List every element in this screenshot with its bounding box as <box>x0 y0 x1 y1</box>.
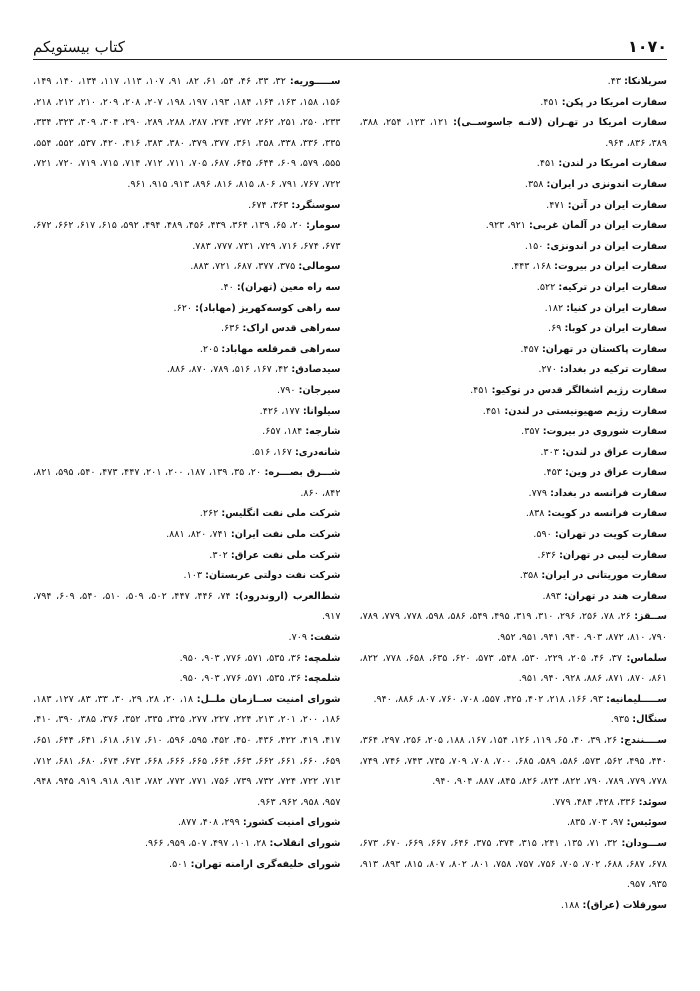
index-columns <box>33 72 667 971</box>
index-entry <box>360 360 667 381</box>
page-references: ۳۶۳، ۶۷۴. <box>248 199 289 211</box>
index-term: سفارت امریکا در تهـران (لانـه جاسوســی): <box>453 117 667 129</box>
page-references: ۳۵۸. <box>524 178 544 190</box>
page-references: ۴۵۱. <box>482 405 502 417</box>
index-entry <box>360 587 667 608</box>
index-term: سورقلات (عراق): <box>582 899 667 911</box>
page-references: ۴۵۱. <box>470 384 489 396</box>
index-term: سفارت فرانسه در بغداد: <box>550 487 667 499</box>
index-term: سیدصادق: <box>291 364 341 376</box>
index-entry <box>360 649 667 690</box>
page-references: ۱۸۲. <box>544 302 564 314</box>
index-term: ســـــوریه: <box>289 76 341 87</box>
index-term: سفارت ایران در اندونزی: <box>546 240 667 252</box>
index-term: سومالی: <box>298 261 341 273</box>
index-entry <box>360 381 667 402</box>
index-entry <box>33 587 340 628</box>
index-term: سفارت ایران در آلمان غربی: <box>528 220 667 232</box>
page-references: ۶۲۰. <box>173 302 193 314</box>
index-term: سفارت فرانسه در کویت: <box>547 508 667 520</box>
index-term: شلمچه: <box>304 652 341 664</box>
index-entry <box>360 566 667 587</box>
page-references: ۵۲۲. <box>536 281 556 293</box>
index-term: سفارت شوروی در بیروت: <box>542 426 667 438</box>
page-references: ۱۰۳. <box>183 570 203 582</box>
page-references: ۹۷، ۷۰۳، ۸۳۵. <box>566 817 624 829</box>
index-term: شانه‌دری: <box>294 446 341 458</box>
index-entry <box>33 72 340 196</box>
page-references: ۳۷۵، ۳۷۷، ۶۸۷، ۷۲۱، ۸۸۳. <box>190 261 296 273</box>
index-entry <box>33 422 340 443</box>
page-references: ۵۰۱. <box>169 858 188 870</box>
index-entry <box>33 402 340 423</box>
page-references: ۴۵۱. <box>536 158 556 170</box>
page-references: ۵۹۰. <box>533 529 552 541</box>
index-entry <box>360 896 667 917</box>
index-entry <box>360 710 667 731</box>
index-entry <box>33 690 340 814</box>
index-term: سریلانکا: <box>624 76 667 87</box>
index-term: سه‌راهی قدس اراک: <box>242 323 341 335</box>
index-entry <box>360 504 667 525</box>
page-references: ۹۲۱، ۹۲۳. <box>485 220 526 232</box>
page-references: ۴۵۳. <box>543 467 562 479</box>
index-term: سفارت رژیم صهیونیستی در لندن: <box>504 405 667 417</box>
index-term: سفارت ترکیه در بغداد: <box>559 364 667 376</box>
index-entry <box>33 669 340 690</box>
index-column-left <box>33 72 340 971</box>
page-references: ۴۵۷. <box>520 343 539 355</box>
index-entry <box>360 463 667 484</box>
index-entry <box>33 834 340 855</box>
index-term: سفارت امریکا در پکن: <box>561 96 667 108</box>
page-references: ۲۰۵. <box>199 343 219 355</box>
page-references: ۲۸، ۱۰۱، ۴۹۷، ۵۰۷، ۹۵۹، ۹۶۶. <box>144 837 267 849</box>
index-term: شرکت نفت دولتی عربستان: <box>205 570 341 582</box>
page-references: ۳۵۷. <box>521 426 540 438</box>
index-term: سفارت اندونزی در ایران: <box>546 178 667 190</box>
index-entry <box>33 319 340 340</box>
index-term: سفارت لیبی در تهران: <box>559 549 667 561</box>
page-references: ۷۴۱، ۸۲۰، ۸۸۱. <box>166 529 228 541</box>
index-term: شرکت ملی نفت ایران: <box>230 529 341 541</box>
index-term: سفارت موریتانی در ایران: <box>541 570 667 582</box>
index-term: سلماس: <box>626 652 667 664</box>
index-entry <box>33 649 340 670</box>
index-entry <box>33 360 340 381</box>
index-term: ســقز: <box>634 611 667 623</box>
index-term: شارجه: <box>305 426 341 438</box>
index-entry <box>33 381 340 402</box>
page-number: ۱۰۷۰ <box>627 37 667 56</box>
index-entry <box>360 299 667 320</box>
index-term: سفارت امریکا در لندن: <box>558 158 667 170</box>
index-term: سنگال: <box>632 714 667 726</box>
index-term: سیرجان: <box>298 384 341 396</box>
index-entry <box>360 196 667 217</box>
index-entry <box>360 237 667 258</box>
index-term: سفارت ایران در کوبا: <box>564 323 667 335</box>
index-entry <box>360 690 667 711</box>
index-entry <box>33 813 340 834</box>
page-references: ۳۳۶، ۴۲۸، ۴۸۴، ۷۷۹. <box>552 796 636 808</box>
index-term: سفارت ایران در ترکیه: <box>558 281 667 293</box>
index-entry <box>360 154 667 175</box>
index-entry <box>33 525 340 546</box>
book-title: کتاب بیستویکم <box>33 38 125 56</box>
index-entry <box>360 443 667 464</box>
page-references: ۷۰۹. <box>288 632 308 644</box>
page-references: ۳۲، ۳۳، ۴۶، ۵۴، ۶۱، ۸۲، ۹۱، ۱۰۷، ۱۱۳، ۱۱۷، ۱۳۴، ۱۴۰، ۱۴۹، ۱۵۶، ۱۵۸، ۱۶۳، ۱۶۴، ۱۸۴، ۱۹۳، ۱۹۷، ۱۹۸، ۲۰۷، ۲۰۸، ۲۰۹، ۲۱۰، ۲۱۲، ۲۱۸، ۲۳۳، ۲۵۰، ۲۵۱، ۲۶۲، ۲۷۲، ۲۷۴، ۲۸۷، ۲۸۸، ۲۸۹، ۲۹۰، ۳۰۴، ۳۰۹، ۳۲۳، ۳۳۴، ۳۳۵، ۳۳۶، ۳۳۸، ۳۵۸، ۳۶۱، ۳۷۷، ۳۷۹، ۳۸۰، ۳۸۳، ۴۱۶، ۴۲۰، ۵۳۷، ۵۵۲، ۵۵۴، ۵۵۵، ۵۷۹، ۶۰۹، ۶۴۴، ۶۴۵، ۶۸۷، ۷۰۵، ۷۱۱، ۷۱۲، ۷۱۴، ۷۱۵، ۷۱۹، ۷۲۰، ۷۲۱، ۷۲۲، ۷۶۷، ۷۹۱، ۸۰۶، ۸۱۵، ۸۱۶، ۸۹۶، ۹۱۳، ۹۱۵، ۹۶۱. <box>33 76 341 190</box>
index-term: سفارت ایران در بیروت: <box>554 261 667 273</box>
index-term: سفارت کویت در تهران: <box>554 529 667 541</box>
page-references: ۴۷۱. <box>546 199 565 211</box>
page-references: ۲۹۹، ۴۰۸، ۸۷۷. <box>177 817 240 829</box>
index-entry <box>360 484 667 505</box>
index-term: شط‌العرب (اروندرود): <box>235 590 341 602</box>
index-term: سفارت پاکستان در تهران: <box>541 343 667 355</box>
page-references: ۱۶۷، ۵۱۶. <box>251 446 292 458</box>
index-term: ســــنندج: <box>620 735 667 746</box>
index-term: شـــرق بصـــره: <box>264 467 341 479</box>
page-references: ۶۹. <box>548 323 562 335</box>
page-references: ۲۰، ۳۵، ۱۳۹، ۱۸۷، ۲۰۰، ۲۰۱، ۴۴۷، ۴۷۳، ۵۴۰، ۵۹۵، ۸۲۱، ۸۴۲، ۸۶۰. <box>33 467 341 499</box>
page-references: ۸۹۳. <box>542 590 562 602</box>
index-term: سفارت عراق در لندن: <box>561 446 667 458</box>
index-entry <box>33 299 340 320</box>
index-entry <box>33 257 340 278</box>
index-term: ســـــلیمانیه: <box>606 693 667 705</box>
page-header <box>33 30 667 60</box>
page-references: ۶۳۶. <box>537 549 556 561</box>
page-references: ۹۳، ۱۶۶، ۲۱۸، ۴۰۲، ۴۲۵، ۵۵۷، ۷۰۸، ۷۶۰، ۸۰۷، ۸۸۶، ۹۴۰. <box>373 693 604 705</box>
index-term: سفارت ایران در آتن: <box>567 199 667 211</box>
page-references: ۲۶، ۳۹، ۴۰، ۶۵، ۱۱۹، ۱۲۶، ۱۵۴، ۱۶۷، ۱۸۸، ۲۰۵، ۲۵۶، ۲۹۷، ۳۶۴، ۴۴۰، ۴۹۵، ۵۶۲، ۵۷۳، ۵۸۶، ۵۸۹، ۶۸۵، ۷۰۰، ۷۰۸، ۷۰۹، ۷۳۵، ۷۴۳، ۷۴۶، ۷۴۹، ۷۷۸، ۷۷۹، ۷۸۹، ۷۹۰، ۸۲۲، ۸۲۴، ۸۲۶، ۸۴۵، ۸۸۷، ۹۰۴، ۹۴۰. <box>359 735 667 788</box>
page-references: ۷۷۹. <box>528 487 548 499</box>
index-term: سیلوانا: <box>302 405 341 417</box>
page-references: ۷۹۰. <box>277 384 296 396</box>
index-entry <box>360 793 667 814</box>
index-term: شرکت ملی نفت انگلیس: <box>221 508 341 520</box>
page-references: ۱۸، ۲۰، ۲۸، ۲۹، ۳۰، ۳۳، ۸۳، ۱۲۷، ۱۸۳، ۱۸۶، ۲۰۰، ۲۰۱، ۲۱۳، ۲۲۴، ۲۲۷، ۲۷۷، ۳۲۵، ۳۳۵، ۳۵۲، ۳۷۶، ۳۸۵، ۳۹۰، ۴۱۰، ۴۱۷، ۴۱۹، ۴۲۲، ۴۳۶، ۴۵۰، ۴۵۲، ۵۹۵، ۵۹۶، ۶۱۰، ۶۱۷، ۶۱۸، ۶۴۱، ۶۴۴، ۶۵۱، ۶۵۹، ۶۶۰، ۶۶۱، ۶۶۲، ۶۶۳، ۶۶۴، ۶۶۵، ۶۶۶، ۶۶۸، ۶۷۳، ۶۷۴، ۶۸۰، ۶۸۱، ۷۱۲، ۷۱۳، ۷۲۲، ۷۲۴، ۷۳۲، ۷۳۹، ۷۵۶، ۷۷۱، ۷۷۲، ۷۸۲، ۹۱۳، ۹۱۸، ۹۱۹، ۹۴۵، ۹۴۸، ۹۵۷، ۹۵۸، ۹۶۲، ۹۶۳. <box>33 693 341 808</box>
page-references: ۱۸۴، ۶۵۷. <box>262 426 303 438</box>
index-entry <box>360 93 667 114</box>
index-entry <box>360 72 667 93</box>
index-entry <box>33 504 340 525</box>
index-entry <box>33 216 340 257</box>
page-references: ۴۵۱. <box>540 96 559 108</box>
index-entry <box>360 813 667 834</box>
index-entry <box>360 731 667 793</box>
index-term: سوئیس: <box>626 817 667 829</box>
page-references: ۲۷۰. <box>538 364 557 376</box>
page-references: ۹۳۵. <box>610 714 630 726</box>
page-references: ۲۶۲. <box>199 508 219 520</box>
index-entry <box>33 340 340 361</box>
index-entry <box>360 422 667 443</box>
page-references: ۷۴، ۴۴۶، ۴۴۷، ۵۰۲، ۵۰۹، ۵۱۰، ۵۴۰، ۶۰۹، ۷۹۴، ۹۱۷. <box>33 590 341 623</box>
index-term: سوئد: <box>638 796 667 808</box>
index-entry <box>360 546 667 567</box>
index-term: شلمچه: <box>304 673 341 685</box>
index-term: ســـودان: <box>621 837 667 849</box>
index-entry <box>360 278 667 299</box>
page-references: ۳۶، ۵۳۵، ۵۷۱، ۷۷۶، ۹۰۳، ۹۵۰. <box>179 652 302 664</box>
index-term: سومار: <box>306 220 341 232</box>
index-entry <box>360 257 667 278</box>
page-references: ۴۳. <box>607 76 622 87</box>
index-term: شورای امنیت کشور: <box>242 817 341 829</box>
index-term: سوسنگرد: <box>291 199 341 211</box>
index-entry <box>360 525 667 546</box>
page-references: ۳۵۸. <box>519 570 539 582</box>
page-references: ۲۶، ۷۸، ۲۵۶، ۲۹۶، ۳۱۰، ۳۱۹، ۴۹۵، ۵۴۹، ۵۸۶، ۵۹۸، ۷۷۸، ۷۷۹، ۷۸۹، ۷۹۰، ۸۱۰، ۸۷۲، ۹۰۳، ۹۴۰، ۹۴۱، ۹۵۱، ۹۵۲. <box>359 611 667 644</box>
index-entry <box>360 607 667 648</box>
index-entry <box>360 834 667 896</box>
index-term: سفارت ایران در کنیا: <box>566 302 667 314</box>
index-entry <box>33 278 340 299</box>
page-references: ۴۰. <box>220 281 234 293</box>
page-references: ۳۷، ۴۶، ۲۰۵، ۲۲۹، ۵۳۰، ۵۴۸، ۵۷۳، ۶۲۰، ۶۳۵، ۶۵۸، ۷۷۸، ۸۲۲، ۸۶۱، ۸۷۰، ۸۷۱، ۸۸۶، ۹۲۸، ۹۴۰، ۹۵۱. <box>359 652 667 685</box>
index-term: شفت: <box>310 632 341 644</box>
index-term: سه راه معین (تهران): <box>236 281 341 293</box>
page-references: ۱۲۱، ۱۲۳، ۲۵۴، ۳۸۸، ۳۸۹، ۸۳۶، ۹۶۴. <box>359 117 667 149</box>
page-references: ۱۶۸، ۴۴۳. <box>510 261 552 273</box>
page-references: ۴۲، ۱۶۷، ۵۱۶، ۷۸۹، ۸۷۰، ۸۸۶. <box>166 364 289 376</box>
index-term: شورای انقلاب: <box>269 837 341 849</box>
page-references: ۱۸۸. <box>560 899 580 911</box>
page-references: ۱۵۰. <box>524 240 544 252</box>
page-references: ۳۲، ۷۱، ۱۳۵، ۲۴۱، ۳۱۵، ۳۷۴، ۳۷۵، ۶۴۶، ۶۶۷، ۶۶۹، ۶۷۰، ۶۷۳، ۶۷۸، ۶۸۷، ۶۸۸، ۷۰۲، ۷۰۵، ۷۵۶، ۷۵۷، ۷۵۸، ۸۰۱، ۸۰۲، ۸۰۷، ۸۱۵، ۸۹۳، ۹۱۳، ۹۳۵، ۹۵۷. <box>359 837 667 891</box>
index-entry <box>33 196 340 217</box>
index-entry <box>33 463 340 504</box>
index-term: شورای امنیت ســازمان ملــل: <box>196 693 341 705</box>
page-references: ۶۳۶. <box>220 323 240 335</box>
index-term: سفارت عراق در وین: <box>565 467 667 479</box>
page-references: ۳۰۲. <box>209 549 228 561</box>
index-entry <box>33 855 340 876</box>
index-entry <box>360 216 667 237</box>
index-term: سفارت رژیم اشغالگر قدس در توکیو: <box>491 384 667 396</box>
page-references: ۲۰، ۶۵، ۱۳۹، ۳۶۴، ۴۳۹، ۴۵۶، ۴۸۹، ۴۹۴، ۵۹۲، ۶۱۵، ۶۱۷، ۶۶۲، ۶۷۲، ۶۷۳، ۶۷۴، ۷۱۶، ۷۲۹، ۷۳۱، ۷۷۷، ۷۸۳. <box>33 220 341 252</box>
index-term: شرکت ملی نفت عراق: <box>230 549 341 561</box>
page-references: ۳۶، ۵۳۵، ۵۷۱، ۷۷۶، ۹۰۳، ۹۵۰. <box>179 673 302 685</box>
index-term: سفارت هند در تهران: <box>564 590 667 602</box>
index-entry <box>360 340 667 361</box>
page-references: ۳۰۳. <box>540 446 559 458</box>
index-entry <box>360 402 667 423</box>
index-term: سه راهی کوسه‌کهریز (مهاباد): <box>195 302 341 314</box>
index-entry <box>360 113 667 154</box>
index-entry <box>360 175 667 196</box>
index-term: شورای خلیفه‌گری ارامنه تهران: <box>190 858 341 870</box>
index-entry <box>33 628 340 649</box>
index-term: سه‌راهی قمرقلعه مهاباد: <box>221 343 341 355</box>
index-entry <box>360 319 667 340</box>
index-entry <box>33 443 340 464</box>
page-references: ۱۷۷، ۴۲۶. <box>259 405 300 417</box>
index-column-right <box>360 72 667 971</box>
index-entry <box>33 566 340 587</box>
index-entry <box>33 546 340 567</box>
page-references: ۸۳۸. <box>525 508 545 520</box>
